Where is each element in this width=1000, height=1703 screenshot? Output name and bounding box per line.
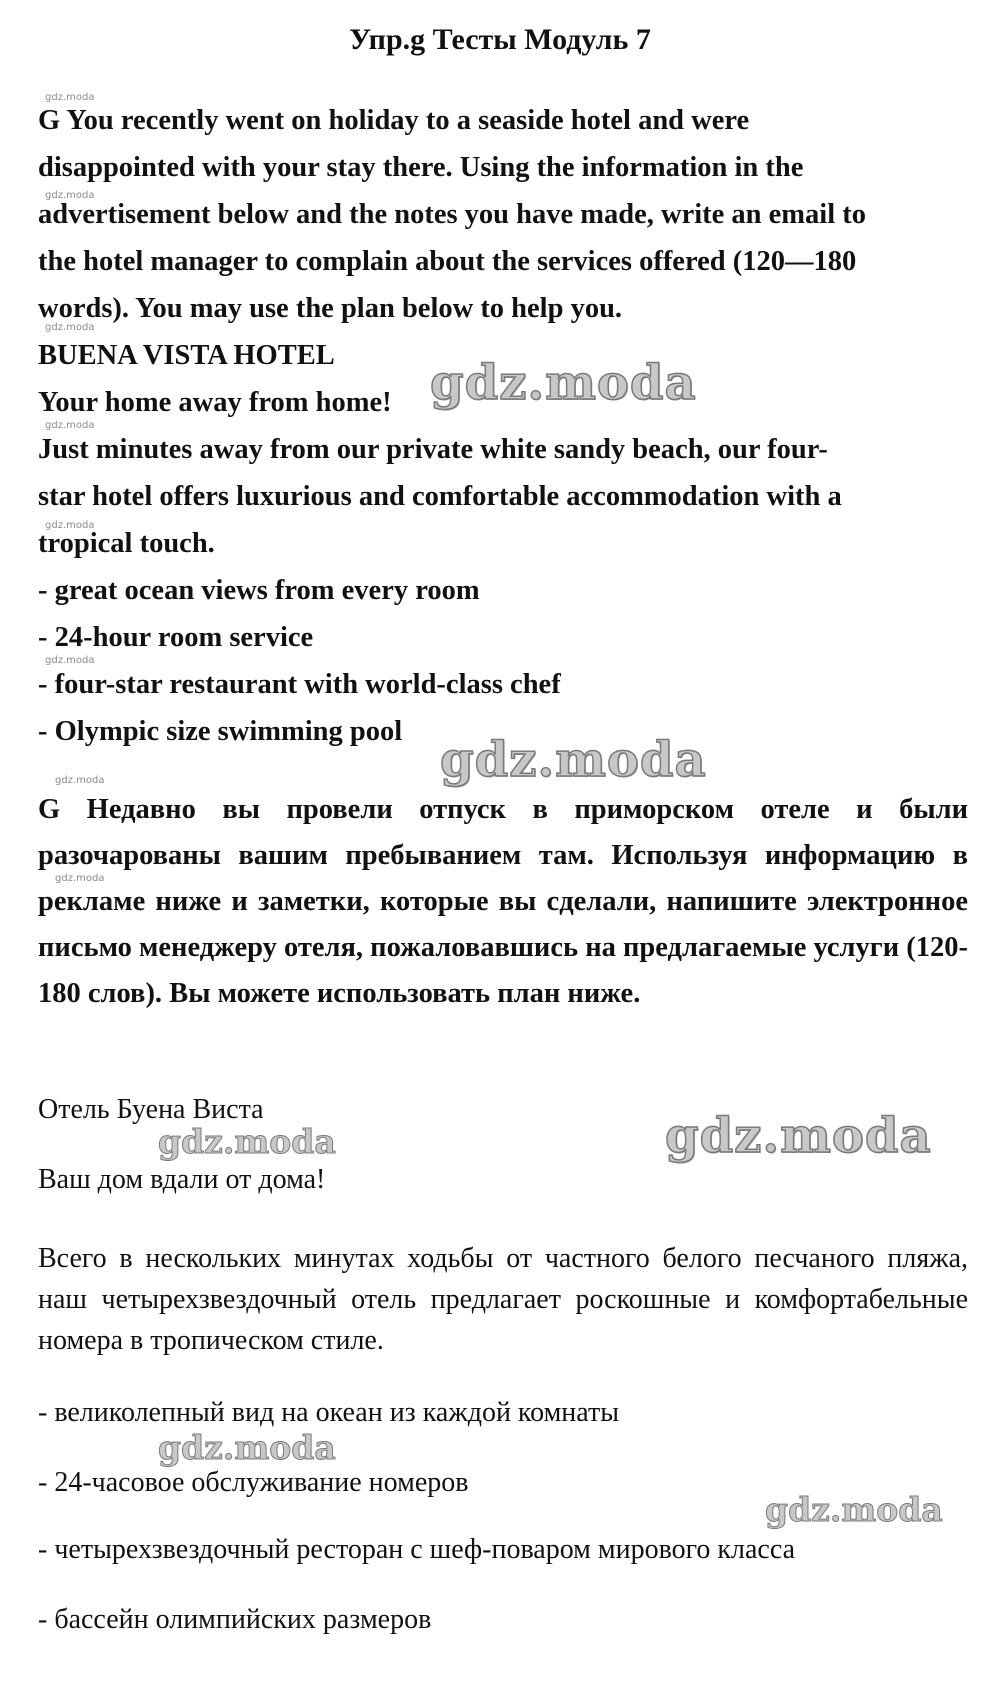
page-title: Упр.g Тесты Модуль 7: [349, 23, 651, 56]
english-task-line: words). You may use the plan below to help you.: [38, 293, 623, 324]
watermark-large: gdz.moda: [665, 1108, 932, 1164]
english-feature-item: - Olympic size swimming pool: [38, 716, 403, 747]
watermark-small: gdz.moda: [45, 420, 95, 431]
english-feature-item: - great ocean views from every room: [38, 575, 480, 606]
watermark-small: gdz.moda: [45, 322, 95, 333]
english-feature-item: - four-star restaurant with world-class chef: [38, 669, 561, 700]
russian-feature-item: - бассейн олимпийских размеров: [38, 1604, 432, 1635]
english-hotel-name: BUENA VISTA HOTEL: [38, 340, 335, 371]
watermark-large: gdz.moda: [440, 732, 707, 788]
russian-hotel-name: Отель Буена Виста: [38, 1094, 264, 1125]
watermark-small: gdz.moda: [45, 655, 95, 666]
english-task-line: the hotel manager to complain about the services offered (120—180: [38, 246, 857, 277]
watermark-medium: gdz.moda: [765, 1490, 943, 1529]
english-task-line: disappointed with your stay there. Using the information in the: [38, 152, 804, 183]
watermark-small: gdz.moda: [55, 873, 105, 884]
english-description-line: tropical touch.: [38, 528, 215, 559]
english-task-line: advertisement below and the notes you have made, write an email to: [38, 199, 867, 230]
english-slogan: Your home away from home!: [38, 387, 392, 418]
watermark-medium: gdz.moda: [158, 1122, 336, 1161]
watermark-small: gdz.moda: [45, 520, 95, 531]
russian-slogan: Ваш дом вдали от дома!: [38, 1164, 326, 1195]
russian-task: G Недавно вы провели отпуск в приморском отеле и были разочарованы вашим пребыванием там. Используя информацию в рекламе ниже и заметки, которые вы сделали, напишите электронное письмо менеджеру отеля, пожаловавшись на предлагаемые услуги (120-180 слов). Вы можете использовать план ниже.: [38, 794, 968, 1009]
english-description-line: star hotel offers luxurious and comfortable accommodation with a: [38, 481, 842, 512]
english-section: [38, 97, 968, 755]
russian-feature-item: - великолепный вид на океан из каждой комнаты: [38, 1397, 620, 1428]
english-feature-item: - 24-hour room service: [38, 622, 314, 653]
russian-feature-item: - 24-часовое обслуживание номеров: [38, 1467, 469, 1498]
watermark-medium: gdz.moda: [158, 1428, 336, 1467]
watermark-small: gdz.moda: [45, 92, 95, 103]
russian-feature-item: - четырехзвездочный ресторан с шеф-поваром мирового класса: [38, 1534, 796, 1565]
watermark-large: gdz.moda: [430, 355, 697, 411]
russian-description: Всего в нескольких минутах ходьбы от частного белого песчаного пляжа, наш четырехзвездочный отель предлагает роскошные и комфортабельные номера в тропическом стиле.: [38, 1243, 968, 1356]
watermark-small: gdz.moda: [45, 190, 95, 201]
english-description-line: Just minutes away from our private white sandy beach, our four-: [38, 434, 828, 465]
english-task-line: G You recently went on holiday to a seaside hotel and were: [38, 105, 750, 136]
watermark-small: gdz.moda: [55, 775, 105, 786]
